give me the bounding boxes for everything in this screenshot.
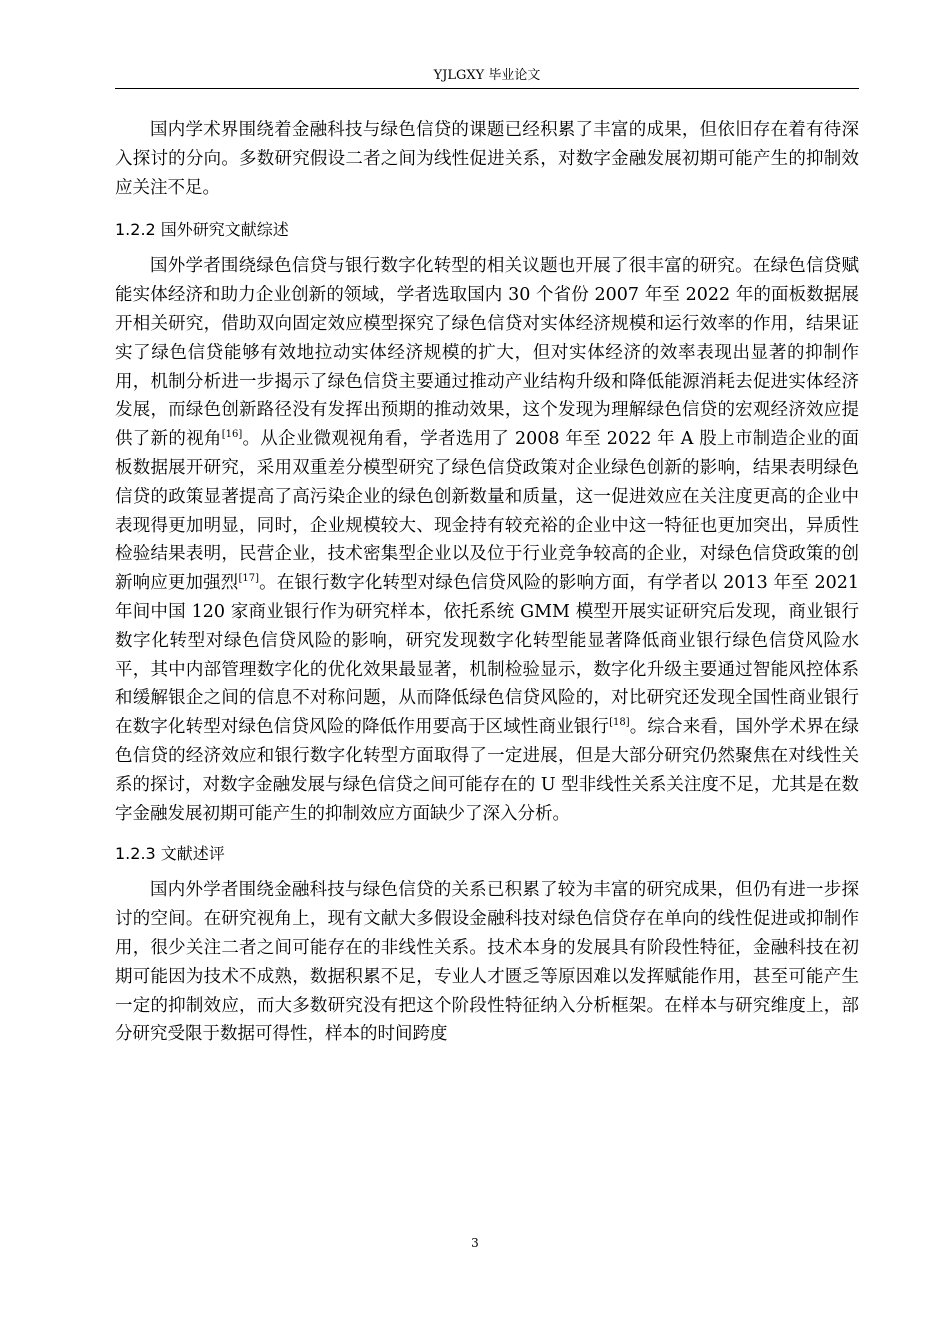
paragraph-domestic-summary: 国内学术界围绕着金融科技与绿色信贷的课题已经积累了丰富的成果，但依旧存在着有待深入探讨的分向。多数研究假设二者之间为线性促进关系，对数字金融发展初期可能产生的抑制效应关注不足。 — [115, 120, 859, 198]
paragraph-text: 国外学者围绕绿色信贷与银行数字化转型的相关议题也开展了很丰富的研究。在绿色信贷赋能实体经济和助力企业创新的领域，学者选取国内 30 个省份 2007 年至 2022 年的面板数据展开相关研究，借助双向固定效应模型探究了绿色信贷对实体经济规模和运行效率的作用，结果证实了绿色信贷能够有效地拉动实体经济规模的扩大，但对实体经济的效率表现出显著的抑制作用，机制分析进一步揭示了绿色信贷主要通过推动产业结构升级和降低能源消耗去促进实体经济发展，而绿色创新路径没有发挥出预期的推动效果，这个发现为理解绿色信贷的宏观经济效应提供了新的视角 — [115, 256, 859, 450]
page-number: 3 — [471, 1236, 479, 1250]
paragraph-text: 。综合来看，国外学术界在绿色信贷的经济效应和银行数字化转型方面取得了一定进展，但是大部分研究仍然聚焦在对线性关系的探讨，对数字金融发展与绿色信贷之间可能存在的 U 型非线性关系关注度不足，尤其是在数字金融发展初期可能产生的抑制效应方面缺少了深入分析。 — [115, 717, 860, 824]
citation-ref-16: [16] — [221, 429, 243, 441]
page-body — [115, 116, 859, 1049]
paragraph-literature-review: 国内外学者围绕金融科技与绿色信贷的关系已积累了较为丰富的研究成果，但仍有进一步探讨的空间。在研究视角上，现有文献大多假设金融科技对绿色信贷存在单向的线性促进或抑制作用，很少关注二者之间可能存在的非线性关系。技术本身的发展具有阶段性特征，金融科技在初期可能因为技术不成熟，数据积累不足，专业人才匮乏等原因难以发挥赋能作用，甚至可能产生一定的抑制效应，而大多数研究没有把这个阶段性特征纳入分析框架。在样本与研究维度上，部分研究受限于数据可得性，样本的时间跨度 — [115, 880, 859, 1045]
citation-ref-17: [17] — [238, 573, 259, 585]
paragraph-text: 。从企业微观视角看，学者选用了 2008 年至 2022 年 A 股上市制造企业的面板数据展开研究，采用双重差分模型研究了绿色信贷政策对企业绿色创新的影响，结果表明绿色信贷的政策显著提高了高污染企业的绿色创新数量和质量，这一促进效应在关注度更高的企业中表现得更加明显，同时，企业规模较大、现金持有较充裕的企业中这一特征也更加突出，异质性检验结果表明，民营企业，技术密集型企业以及位于行业竞争较高的企业，对绿色信贷政策的创新响应更加强烈 — [115, 429, 860, 594]
paragraph-foreign-review — [115, 252, 859, 828]
page-footer — [0, 1236, 950, 1250]
section-heading-1-2-2: 1.2.2 国外研究文献综述 — [115, 220, 289, 240]
citation-ref-18: [18] — [609, 717, 630, 729]
page-header — [115, 68, 859, 89]
section-heading-1-2-3: 1.2.3 文献述评 — [115, 844, 225, 864]
paragraph-text: 。在银行数字化转型对绿色信贷风险的影响方面，有学者以 2013 年至 2021 年间中国 120 家商业银行作为研究样本，依托系统 GMM 模型开展实证研究后发现，商业银行数字化转型对绿色信贷风险的影响，研究发现数字化转型能显著降低商业银行绿色信贷风险水平，其中内部管理数字化的优化效果最显著，机制检验显示，数字化升级主要通过智能风控体系和缓解银企之间的信息不对称问题，从而降低绿色信贷风险的，对比研究还发现全国性商业银行在数字化转型对绿色信贷风险的降低作用要高于区域性商业银行 — [115, 573, 859, 738]
header-title: YJLGXY 毕业论文 — [433, 68, 541, 83]
